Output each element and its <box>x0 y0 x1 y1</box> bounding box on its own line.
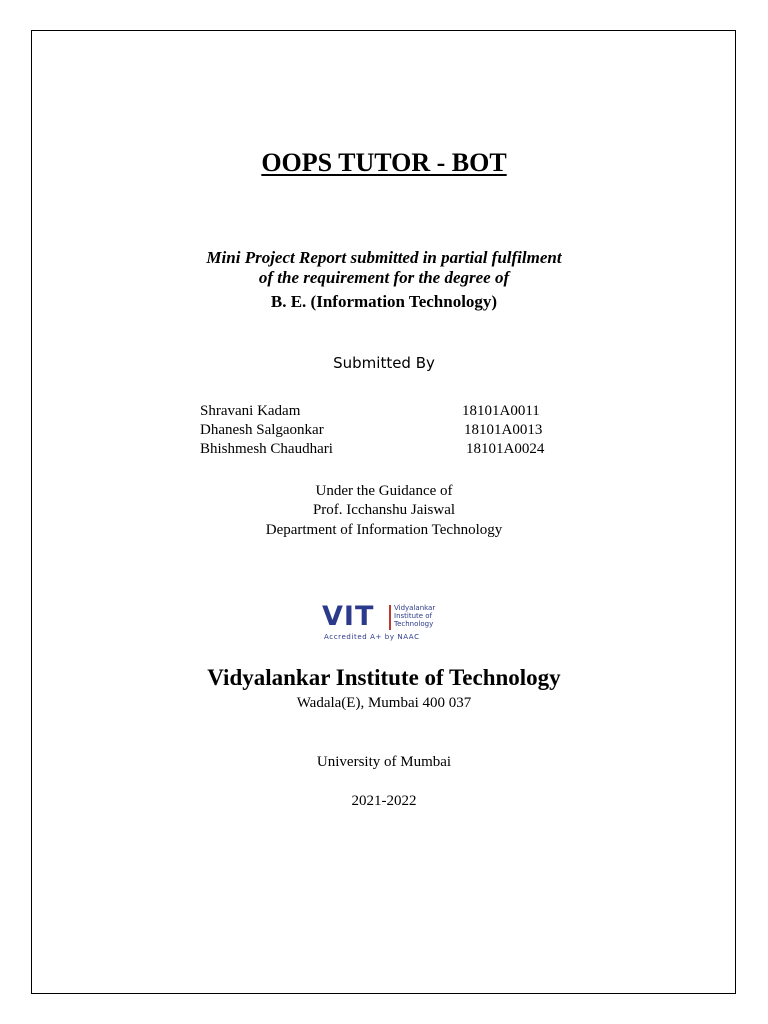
institute-name: Vidyalankar Institute of Technology <box>207 665 561 690</box>
member-roll: 18101A0013 <box>464 422 543 438</box>
logo-side-line: Vidyalankar <box>394 604 436 612</box>
academic-year: 2021-2022 <box>351 793 417 809</box>
university: University of Mumbai <box>316 754 452 770</box>
logo-side-line: Technology <box>394 620 434 628</box>
subtitle-line-1: Mini Project Report submitted in partial fulfilment <box>206 248 562 267</box>
logo-divider <box>389 605 391 630</box>
logo-side-text <box>394 604 435 628</box>
guidance-label: Under the Guidance of <box>315 483 453 499</box>
subtitle-line-2: of the requirement for the degree of <box>258 268 510 287</box>
member-roll: 18101A0024 <box>466 441 545 457</box>
member-name: Dhanesh Salgaonkar <box>200 422 324 438</box>
logo-accreditation: Accredited A+ by NAAC <box>324 633 420 641</box>
department: Department of Information Technology <box>265 522 503 538</box>
member-roll: 18101A0011 <box>462 403 540 419</box>
vit-logo <box>318 602 450 644</box>
degree: B. E. (Information Technology) <box>270 292 498 311</box>
member-name: Shravani Kadam <box>200 403 301 419</box>
guide-name: Prof. Icchanshu Jaiswal <box>312 502 456 518</box>
report-title: OOPS TUTOR - BOT <box>261 148 507 177</box>
logo-mark: VIT <box>322 601 375 632</box>
logo-side-line: Institute of <box>394 612 433 620</box>
submitted-by-label: Submitted By <box>333 354 435 372</box>
institute-address: Wadala(E), Mumbai 400 037 <box>296 695 472 711</box>
member-name: Bhishmesh Chaudhari <box>200 441 333 457</box>
